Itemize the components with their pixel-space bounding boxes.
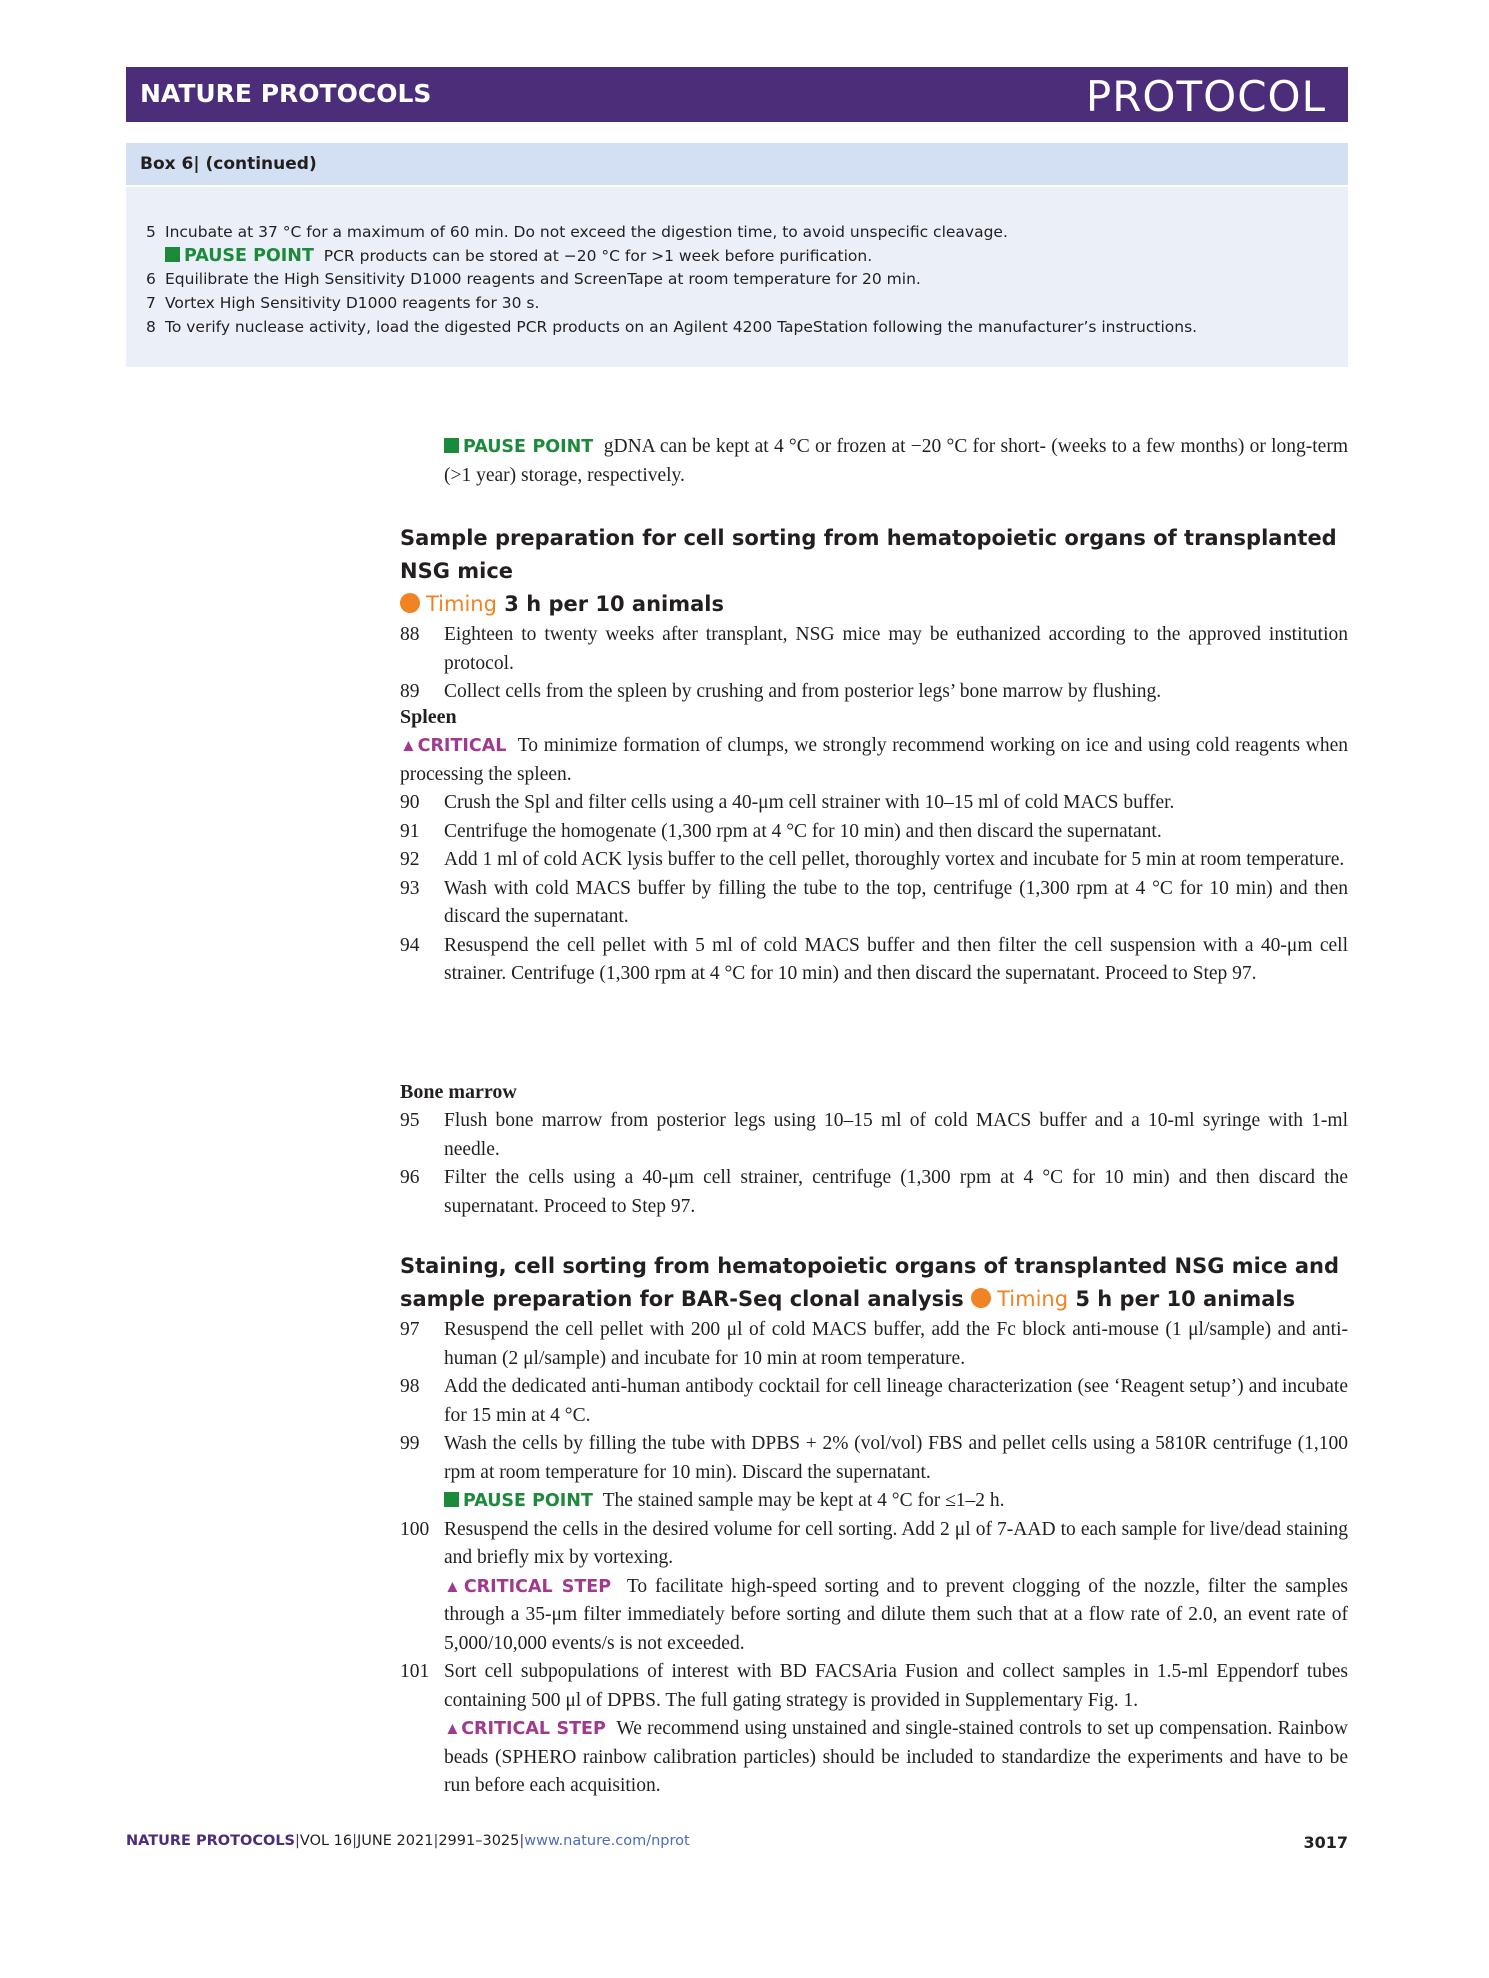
pause-point-text: The stained sample may be kept at 4 °C for ≤1–2 h.	[602, 1490, 1005, 1511]
timing-value: 5 h per 10 animals	[1075, 1287, 1296, 1311]
pause-square-icon	[444, 1492, 459, 1507]
footer-date: JUNE 2021	[357, 1833, 434, 1849]
section-heading	[400, 1250, 1348, 1316]
section-bone-marrow	[400, 1078, 1348, 1221]
step-body	[444, 1658, 1348, 1801]
critical-label: CRITICAL STEP	[463, 1576, 612, 1597]
timing-label: Timing	[426, 592, 497, 616]
step-number: 96	[400, 1167, 420, 1188]
step-number: 92	[400, 849, 420, 870]
protocol-step	[400, 1107, 1348, 1164]
warning-triangle-icon: ▲	[444, 1576, 464, 1596]
step-body	[444, 1516, 1348, 1659]
article-type: PROTOCOL	[1085, 72, 1326, 121]
step-text: Filter the cells using a 40-μm cell strainer, centrifuge (1,300 rpm at 4 °C for 10 min) and then discard the supernatant. Proceed to Step 97.	[444, 1167, 1348, 1217]
box-step-number: 6	[146, 270, 156, 288]
timing-dot-icon	[971, 1288, 991, 1308]
critical-text: We recommend using unstained and single-stained controls to set up compensation. Rainbow beads (SPHERO rainbow calibration particles) should be included to standardize the experiments and have to be run before each acquisition.	[444, 1718, 1349, 1796]
protocol-step	[400, 789, 1348, 818]
step-text: Eighteen to twenty weeks after transplant, NSG mice may be euthanized according to the approved institution protocol.	[444, 624, 1348, 674]
critical-label: CRITICAL STEP	[461, 1719, 606, 1739]
journal-name: NATURE PROTOCOLS	[140, 79, 432, 108]
step-text: Sort cell subpopulations of interest with BD FACSAria Fusion and collect samples in 1.5-ml Eppendorf tubes containing 500 μl of DPBS. The full gating strategy is provided in Supplementary Fig. 1.	[444, 1661, 1348, 1711]
step-number: 94	[400, 934, 420, 956]
pause-point-label: PAUSE POINT	[165, 246, 314, 266]
step-text: Resuspend the cells in the desired volume for cell sorting. Add 2 μl of 7-AAD to each sample for live/dead staining and briefly mix by vortexing.	[444, 1518, 1348, 1568]
box-step	[146, 294, 1328, 312]
subsection-title: Bone marrow	[400, 1081, 517, 1103]
protocol-step	[400, 1373, 1348, 1430]
step-number: 100	[400, 1518, 430, 1540]
step-number: 93	[400, 877, 420, 899]
footer-volume: VOL 16	[299, 1833, 353, 1849]
step-number: 95	[400, 1110, 420, 1131]
step-text: Wash the cells by filling the tube with DPBS + 2% (vol/vol) FBS and pellet cells using a 5810R centrifuge (1,100 rpm at room temperature for 10 min). Discard the supernatant.	[444, 1433, 1348, 1483]
step-text: Add the dedicated anti-human antibody cocktail for cell lineage characterization (see ‘Reagent setup’) and incubate for 15 min at 4 °C.	[444, 1376, 1348, 1426]
step-number: 89	[400, 681, 420, 702]
step-text: Add 1 ml of cold ACK lysis buffer to the cell pellet, thoroughly vortex and incubate for 5 min at room temperature.	[444, 849, 1345, 870]
footer-url[interactable]: www.nature.com/nprot	[524, 1833, 690, 1849]
box-step	[146, 223, 1328, 241]
section-staining-sorting	[400, 1250, 1348, 1801]
box-body	[126, 187, 1348, 367]
section-sample-preparation	[400, 522, 1348, 707]
pause-point-paragraph	[400, 433, 1348, 490]
step-body	[444, 1430, 1348, 1516]
box-step-number: 8	[146, 318, 156, 336]
step-text: Collect cells from the spleen by crushing and from posterior legs’ bone marrow by flushing.	[444, 681, 1162, 702]
page-footer: NATURE PROTOCOLS|VOL 16|JUNE 2021|2991–3025|www.nature.com/nprot 3017	[126, 1833, 1348, 1852]
protocol-step	[400, 1316, 1348, 1373]
pause-square-icon	[444, 438, 459, 453]
step-number: 90	[400, 792, 420, 813]
pause-point-text: gDNA can be kept at 4 °C or frozen at −20 °C for short- (weeks to a few months) or long-term (>1 year) storage, respectively.	[444, 436, 1349, 486]
section-heading	[400, 522, 1348, 621]
step-text: Resuspend the cell pellet with 200 μl of cold MACS buffer, add the Fc block anti-mouse (1 μl/sample) and anti-human (2 μl/sample) and incubate for 10 min at room temperature.	[444, 1319, 1348, 1369]
protocol-step	[400, 1430, 1348, 1516]
box-title: Box 6| (continued)	[140, 154, 317, 174]
protocol-step	[400, 1516, 1348, 1659]
section-title: Staining, cell sorting from hematopoietic organs of transplanted NSG mice and sample preparation for BAR-Seq clonal analysis	[400, 1254, 1339, 1311]
step-text: Centrifuge the homogenate (1,300 rpm at 4 °C for 10 min) and then discard the supernatant.	[444, 820, 1162, 842]
step-text: Crush the Spl and filter cells using a 40-μm cell strainer with 10–15 ml of cold MACS buffer.	[444, 792, 1175, 813]
protocol-step	[400, 932, 1348, 989]
step-number: 97	[400, 1319, 420, 1340]
timing-value: 3 h per 10 animals	[504, 592, 724, 616]
warning-triangle-icon: ▲	[444, 1719, 462, 1738]
timing-dot-icon	[400, 593, 420, 613]
box-pause-point	[165, 246, 1328, 266]
subsection-title: Spleen	[400, 706, 457, 728]
section-title: Sample preparation for cell sorting from hematopoietic organs of transplanted NSG mice	[400, 526, 1337, 583]
protocol-step	[400, 818, 1348, 847]
step-number: 101	[400, 1661, 430, 1682]
step-number: 88	[400, 624, 420, 645]
step-text: Flush bone marrow from posterior legs using 10–15 ml of cold MACS buffer and a 10-ml syringe with 1-ml needle.	[444, 1110, 1348, 1160]
protocol-step	[400, 1658, 1348, 1801]
box-step-number: 5	[146, 223, 156, 241]
critical-text: To facilitate high-speed sorting and to prevent clogging of the nozzle, filter the samples through a 35-μm filter immediately before sorting and dilute them such that at a flow rate of 2.0, an event rate of 5,000/10,000 events/s is not exceeded.	[444, 1575, 1349, 1654]
critical-note	[400, 732, 1348, 789]
timing-label: Timing	[997, 1287, 1069, 1311]
protocol-step	[400, 621, 1348, 678]
step-number: 99	[400, 1433, 420, 1454]
step-number: 91	[400, 820, 420, 842]
journal-banner	[126, 67, 1348, 122]
footer-pages: 2991–3025	[438, 1833, 520, 1849]
step-text: Wash with cold MACS buffer by filling the tube to the top, centrifuge (1,300 rpm at 4 °C for 10 min) and then discard the supernatant.	[444, 877, 1348, 927]
box-step-text: Vortex High Sensitivity D1000 reagents for 30 s.	[165, 294, 540, 312]
step-text: Resuspend the cell pellet with 5 ml of cold MACS buffer and then filter the cell suspension with a 40-μm cell strainer. Centrifuge (1,300 rpm at 4 °C for 10 min) and then discard the supernatant. Proceed to Step 97.	[444, 934, 1348, 984]
critical-text: To minimize formation of clumps, we strongly recommend working on ice and using cold reagents when processing the spleen.	[400, 735, 1348, 785]
pause-point-label: PAUSE POINT	[444, 437, 593, 457]
box-step-text: Equilibrate the High Sensitivity D1000 reagents and ScreenTape at room temperature for 20 min.	[165, 270, 921, 288]
critical-label: CRITICAL	[417, 736, 507, 756]
box-title-bar	[126, 143, 1348, 185]
protocol-step	[400, 875, 1348, 932]
box-step-number: 7	[146, 294, 156, 312]
warning-triangle-icon: ▲	[400, 736, 418, 755]
pause-square-icon	[165, 247, 180, 262]
protocol-step	[400, 1164, 1348, 1221]
footer-journal: NATURE PROTOCOLS	[126, 1833, 296, 1849]
pause-point-text: PCR products can be stored at −20 °C for >1 week before purification.	[323, 247, 873, 265]
box-step-text: To verify nuclease activity, load the digested PCR products on an Agilent 4200 TapeStation following the manufacturer’s instructions.	[165, 318, 1198, 336]
protocol-step	[400, 846, 1348, 875]
page-number: 3017	[1303, 1833, 1348, 1852]
box-step	[146, 270, 1328, 288]
step-number: 98	[400, 1376, 420, 1397]
pause-point-label: PAUSE POINT	[444, 1491, 593, 1511]
pause-point-block	[400, 433, 1348, 490]
box-step-text: Incubate at 37 °C for a maximum of 60 min. Do not exceed the digestion time, to avoid unspecific cleavage.	[165, 223, 1008, 241]
box-step	[146, 318, 1328, 336]
section-spleen	[400, 703, 1348, 989]
